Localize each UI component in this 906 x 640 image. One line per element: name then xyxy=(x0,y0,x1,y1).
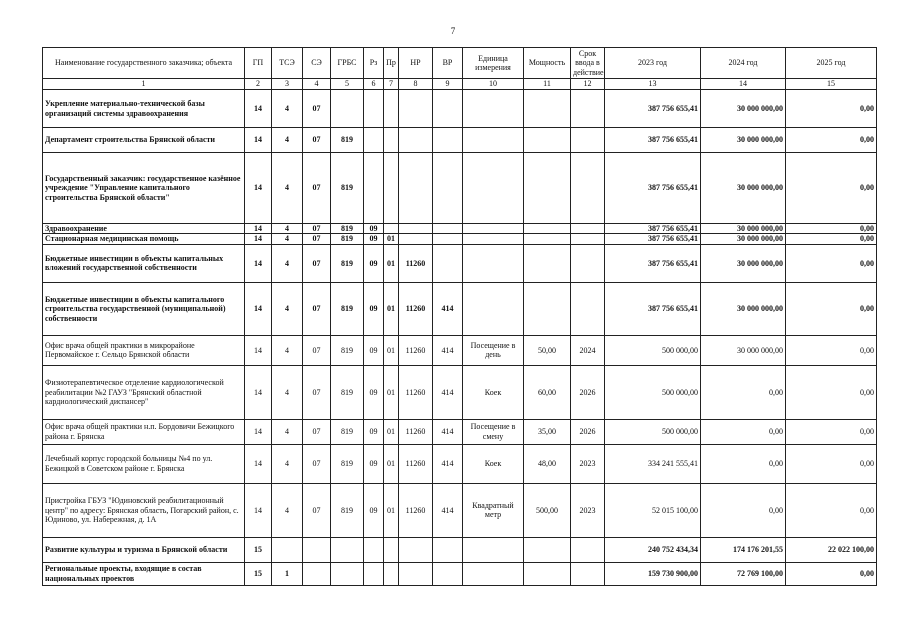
cell-unit xyxy=(463,537,524,562)
header-2024: 2024 год xyxy=(701,48,786,79)
cell-deadline xyxy=(571,128,605,153)
row-name: Физиотерапевтическое отделение кардиологической реабилитации №2 ГАУЗ "Брянский областной кардиологический диспансер" xyxy=(43,365,245,419)
cell-se: 07 xyxy=(303,244,331,282)
cell-tse: 4 xyxy=(272,365,303,419)
header-2025: 2025 год xyxy=(786,48,877,79)
cell-rz xyxy=(364,90,384,128)
cell-2025: 0,00 xyxy=(786,562,877,585)
cell-capacity xyxy=(524,128,571,153)
cell-rz: 09 xyxy=(364,234,384,244)
cell-unit xyxy=(463,282,524,335)
cell-vr xyxy=(433,537,463,562)
table-row xyxy=(43,90,877,128)
cell-nr xyxy=(399,562,433,585)
cell-nr: 11260 xyxy=(399,244,433,282)
table-row xyxy=(43,444,877,483)
header-gp: ГП xyxy=(245,48,272,79)
row-name: Лечебный корпус городской больницы №4 по ул. Бежицкой в Советском районе г. Брянска xyxy=(43,444,245,483)
cell-nr xyxy=(399,537,433,562)
row-name: Региональные проекты, входящие в состав национальных проектов xyxy=(43,562,245,585)
cell-vr xyxy=(433,90,463,128)
cell-se: 07 xyxy=(303,483,331,537)
row-name: Пристройка ГБУЗ "Юдиновский реабилитационный центр" по адресу: Брянская область, Погарский район, с. Юдиново, ул. Набережная, д. 1А xyxy=(43,483,245,537)
cell-pr: 01 xyxy=(384,365,399,419)
cell-se: 07 xyxy=(303,419,331,444)
cell-capacity xyxy=(524,537,571,562)
table-body xyxy=(43,90,877,586)
cell-se xyxy=(303,562,331,585)
cell-2025: 0,00 xyxy=(786,282,877,335)
cell-gp: 14 xyxy=(245,365,272,419)
table-row xyxy=(43,234,877,244)
cell-rz: 09 xyxy=(364,365,384,419)
row-name: Государственный заказчик: государственное казённое учреждение "Управление капитального строительства Брянской области" xyxy=(43,153,245,224)
cell-gp: 14 xyxy=(245,444,272,483)
cell-nr: 11260 xyxy=(399,483,433,537)
cell-vr xyxy=(433,562,463,585)
cell-se: 07 xyxy=(303,335,331,365)
table-row xyxy=(43,335,877,365)
cell-rz: 09 xyxy=(364,224,384,234)
cell-2023: 387 756 655,41 xyxy=(605,244,701,282)
cell-2023: 500 000,00 xyxy=(605,419,701,444)
cell-2023: 500 000,00 xyxy=(605,335,701,365)
cell-tse: 4 xyxy=(272,128,303,153)
cell-2025: 0,00 xyxy=(786,153,877,224)
header-se: СЭ xyxy=(303,48,331,79)
cell-rz: 09 xyxy=(364,419,384,444)
cell-se: 07 xyxy=(303,224,331,234)
cell-tse: 4 xyxy=(272,335,303,365)
cell-nr: 11260 xyxy=(399,365,433,419)
cell-capacity xyxy=(524,234,571,244)
cell-vr xyxy=(433,224,463,234)
row-name: Офис врача общей практики в микрорайоне Первомайское г. Сельцо Брянской области xyxy=(43,335,245,365)
cell-2023: 387 756 655,41 xyxy=(605,282,701,335)
cell-grbs: 819 xyxy=(331,128,364,153)
column-number: 13 xyxy=(605,79,701,90)
cell-2024: 30 000 000,00 xyxy=(701,282,786,335)
cell-2024: 0,00 xyxy=(701,444,786,483)
header-nr: НР xyxy=(399,48,433,79)
column-number: 15 xyxy=(786,79,877,90)
cell-tse xyxy=(272,537,303,562)
cell-gp: 15 xyxy=(245,562,272,585)
table-row xyxy=(43,419,877,444)
cell-vr xyxy=(433,244,463,282)
cell-nr xyxy=(399,224,433,234)
cell-nr: 11260 xyxy=(399,282,433,335)
header-grbs: ГРБС xyxy=(331,48,364,79)
cell-tse: 4 xyxy=(272,282,303,335)
cell-tse: 4 xyxy=(272,483,303,537)
table-row xyxy=(43,128,877,153)
cell-capacity xyxy=(524,224,571,234)
cell-grbs: 819 xyxy=(331,282,364,335)
header-capacity: Мощность xyxy=(524,48,571,79)
cell-2023: 387 756 655,41 xyxy=(605,128,701,153)
cell-grbs: 819 xyxy=(331,244,364,282)
column-number: 9 xyxy=(433,79,463,90)
cell-deadline xyxy=(571,90,605,128)
cell-deadline: 2023 xyxy=(571,483,605,537)
table-row xyxy=(43,244,877,282)
column-number: 2 xyxy=(245,79,272,90)
column-number: 1 xyxy=(43,79,245,90)
cell-grbs: 819 xyxy=(331,153,364,224)
cell-gp: 15 xyxy=(245,537,272,562)
cell-deadline: 2023 xyxy=(571,444,605,483)
cell-grbs xyxy=(331,537,364,562)
cell-unit xyxy=(463,90,524,128)
cell-2024: 0,00 xyxy=(701,483,786,537)
cell-deadline xyxy=(571,244,605,282)
cell-deadline: 2026 xyxy=(571,365,605,419)
cell-unit: Посещение в день xyxy=(463,335,524,365)
cell-se xyxy=(303,537,331,562)
cell-gp: 14 xyxy=(245,224,272,234)
row-name: Офис врача общей практики н.п. Бордовичи Бежицкого района г. Брянска xyxy=(43,419,245,444)
cell-2024: 0,00 xyxy=(701,365,786,419)
cell-capacity xyxy=(524,562,571,585)
cell-2024: 30 000 000,00 xyxy=(701,234,786,244)
cell-grbs xyxy=(331,90,364,128)
cell-se: 07 xyxy=(303,444,331,483)
cell-gp: 14 xyxy=(245,335,272,365)
cell-rz xyxy=(364,562,384,585)
cell-unit xyxy=(463,128,524,153)
cell-2024: 30 000 000,00 xyxy=(701,153,786,224)
row-name: Развитие культуры и туризма в Брянской области xyxy=(43,537,245,562)
cell-pr: 01 xyxy=(384,419,399,444)
cell-capacity: 48,00 xyxy=(524,444,571,483)
cell-unit: Коек xyxy=(463,365,524,419)
column-number: 3 xyxy=(272,79,303,90)
header-tse: ТСЭ xyxy=(272,48,303,79)
cell-grbs: 819 xyxy=(331,444,364,483)
cell-vr xyxy=(433,234,463,244)
cell-rz: 09 xyxy=(364,444,384,483)
cell-grbs: 819 xyxy=(331,365,364,419)
cell-capacity xyxy=(524,244,571,282)
cell-nr: 11260 xyxy=(399,444,433,483)
cell-2024: 30 000 000,00 xyxy=(701,90,786,128)
cell-2024: 30 000 000,00 xyxy=(701,335,786,365)
cell-2024: 0,00 xyxy=(701,419,786,444)
cell-pr: 01 xyxy=(384,335,399,365)
cell-2023: 52 015 100,00 xyxy=(605,483,701,537)
cell-grbs xyxy=(331,562,364,585)
column-number: 12 xyxy=(571,79,605,90)
cell-pr xyxy=(384,537,399,562)
cell-capacity: 500,00 xyxy=(524,483,571,537)
cell-grbs: 819 xyxy=(331,234,364,244)
row-name: Бюджетные инвестиции в объекты капитального строительства государственной (муниципальной) собственности xyxy=(43,282,245,335)
cell-tse: 4 xyxy=(272,234,303,244)
cell-capacity xyxy=(524,282,571,335)
column-number: 5 xyxy=(331,79,364,90)
cell-2025: 22 022 100,00 xyxy=(786,537,877,562)
cell-rz xyxy=(364,128,384,153)
cell-2024: 174 176 201,55 xyxy=(701,537,786,562)
cell-unit xyxy=(463,234,524,244)
cell-pr xyxy=(384,224,399,234)
cell-nr xyxy=(399,90,433,128)
cell-unit: Посещение в смену xyxy=(463,419,524,444)
cell-2025: 0,00 xyxy=(786,483,877,537)
cell-gp: 14 xyxy=(245,282,272,335)
column-number: 7 xyxy=(384,79,399,90)
cell-2023: 387 756 655,41 xyxy=(605,224,701,234)
cell-pr: 01 xyxy=(384,244,399,282)
cell-vr: 414 xyxy=(433,365,463,419)
cell-vr: 414 xyxy=(433,282,463,335)
cell-nr: 11260 xyxy=(399,419,433,444)
cell-deadline: 2024 xyxy=(571,335,605,365)
cell-nr xyxy=(399,153,433,224)
cell-se: 07 xyxy=(303,234,331,244)
cell-2023: 334 241 555,41 xyxy=(605,444,701,483)
cell-tse: 4 xyxy=(272,153,303,224)
cell-rz xyxy=(364,537,384,562)
cell-rz: 09 xyxy=(364,483,384,537)
column-number: 10 xyxy=(463,79,524,90)
cell-se: 07 xyxy=(303,128,331,153)
row-name: Бюджетные инвестиции в объекты капитальных вложений государственной собственности xyxy=(43,244,245,282)
cell-2024: 30 000 000,00 xyxy=(701,244,786,282)
cell-gp: 14 xyxy=(245,128,272,153)
cell-tse: 1 xyxy=(272,562,303,585)
cell-unit xyxy=(463,244,524,282)
table-row xyxy=(43,365,877,419)
cell-grbs: 819 xyxy=(331,224,364,234)
cell-deadline xyxy=(571,234,605,244)
cell-2024: 72 769 100,00 xyxy=(701,562,786,585)
column-number: 4 xyxy=(303,79,331,90)
cell-2023: 387 756 655,41 xyxy=(605,234,701,244)
cell-unit xyxy=(463,224,524,234)
table-row xyxy=(43,224,877,234)
cell-rz: 09 xyxy=(364,282,384,335)
cell-2023: 387 756 655,41 xyxy=(605,90,701,128)
budget-table xyxy=(42,47,877,586)
cell-deadline xyxy=(571,562,605,585)
cell-2023: 500 000,00 xyxy=(605,365,701,419)
cell-nr xyxy=(399,128,433,153)
cell-pr: 01 xyxy=(384,282,399,335)
cell-pr xyxy=(384,153,399,224)
cell-unit xyxy=(463,562,524,585)
cell-gp: 14 xyxy=(245,153,272,224)
cell-grbs: 819 xyxy=(331,419,364,444)
cell-vr xyxy=(433,128,463,153)
cell-pr xyxy=(384,562,399,585)
header-rz: Рз xyxy=(364,48,384,79)
cell-tse: 4 xyxy=(272,444,303,483)
table-row xyxy=(43,562,877,585)
header-2023: 2023 год xyxy=(605,48,701,79)
cell-deadline xyxy=(571,282,605,335)
cell-tse: 4 xyxy=(272,244,303,282)
cell-gp: 14 xyxy=(245,419,272,444)
cell-se: 07 xyxy=(303,365,331,419)
cell-nr xyxy=(399,234,433,244)
table-row xyxy=(43,483,877,537)
cell-deadline xyxy=(571,153,605,224)
header-pr: Пр xyxy=(384,48,399,79)
cell-se: 07 xyxy=(303,282,331,335)
cell-gp: 14 xyxy=(245,234,272,244)
cell-rz: 09 xyxy=(364,335,384,365)
cell-deadline: 2026 xyxy=(571,419,605,444)
cell-deadline xyxy=(571,537,605,562)
header-name: Наименование государственного заказчика; объекта xyxy=(43,48,245,79)
cell-vr: 414 xyxy=(433,419,463,444)
row-name: Укрепление материально-технической базы организаций системы здравоохранения xyxy=(43,90,245,128)
cell-pr: 01 xyxy=(384,483,399,537)
cell-vr xyxy=(433,153,463,224)
cell-pr xyxy=(384,90,399,128)
cell-capacity: 60,00 xyxy=(524,365,571,419)
cell-unit: Квадратный метр xyxy=(463,483,524,537)
row-name: Здравоохранение xyxy=(43,224,245,234)
cell-2025: 0,00 xyxy=(786,234,877,244)
table-row xyxy=(43,153,877,224)
cell-rz xyxy=(364,153,384,224)
column-number: 14 xyxy=(701,79,786,90)
cell-2024: 30 000 000,00 xyxy=(701,128,786,153)
cell-pr xyxy=(384,128,399,153)
cell-2025: 0,00 xyxy=(786,335,877,365)
cell-unit xyxy=(463,153,524,224)
cell-pr: 01 xyxy=(384,444,399,483)
page-number: 7 xyxy=(450,26,456,36)
table-row xyxy=(43,537,877,562)
header-row xyxy=(43,48,877,79)
cell-gp: 14 xyxy=(245,483,272,537)
cell-2023: 159 730 900,00 xyxy=(605,562,701,585)
cell-pr: 01 xyxy=(384,234,399,244)
row-name: Стационарная медицинская помощь xyxy=(43,234,245,244)
cell-se: 07 xyxy=(303,153,331,224)
cell-se: 07 xyxy=(303,90,331,128)
header-deadline: Срок ввода в действие xyxy=(571,48,605,79)
cell-2025: 0,00 xyxy=(786,224,877,234)
cell-gp: 14 xyxy=(245,90,272,128)
cell-vr: 414 xyxy=(433,444,463,483)
cell-unit: Коек xyxy=(463,444,524,483)
cell-2025: 0,00 xyxy=(786,419,877,444)
column-number: 11 xyxy=(524,79,571,90)
cell-2025: 0,00 xyxy=(786,128,877,153)
cell-grbs: 819 xyxy=(331,335,364,365)
cell-2025: 0,00 xyxy=(786,444,877,483)
cell-deadline xyxy=(571,224,605,234)
cell-capacity xyxy=(524,90,571,128)
cell-capacity: 35,00 xyxy=(524,419,571,444)
cell-rz: 09 xyxy=(364,244,384,282)
table-row xyxy=(43,282,877,335)
cell-2024: 30 000 000,00 xyxy=(701,224,786,234)
cell-capacity xyxy=(524,153,571,224)
cell-2025: 0,00 xyxy=(786,90,877,128)
cell-2025: 0,00 xyxy=(786,365,877,419)
column-number: 8 xyxy=(399,79,433,90)
column-number-row xyxy=(43,79,877,90)
cell-vr: 414 xyxy=(433,335,463,365)
cell-tse: 4 xyxy=(272,419,303,444)
cell-tse: 4 xyxy=(272,90,303,128)
row-name: Департамент строительства Брянской области xyxy=(43,128,245,153)
header-unit: Единица измерения xyxy=(463,48,524,79)
cell-2023: 240 752 434,34 xyxy=(605,537,701,562)
cell-2025: 0,00 xyxy=(786,244,877,282)
cell-nr: 11260 xyxy=(399,335,433,365)
cell-capacity: 50,00 xyxy=(524,335,571,365)
cell-gp: 14 xyxy=(245,244,272,282)
header-vr: ВР xyxy=(433,48,463,79)
cell-grbs: 819 xyxy=(331,483,364,537)
cell-vr: 414 xyxy=(433,483,463,537)
cell-tse: 4 xyxy=(272,224,303,234)
column-number: 6 xyxy=(364,79,384,90)
cell-2023: 387 756 655,41 xyxy=(605,153,701,224)
